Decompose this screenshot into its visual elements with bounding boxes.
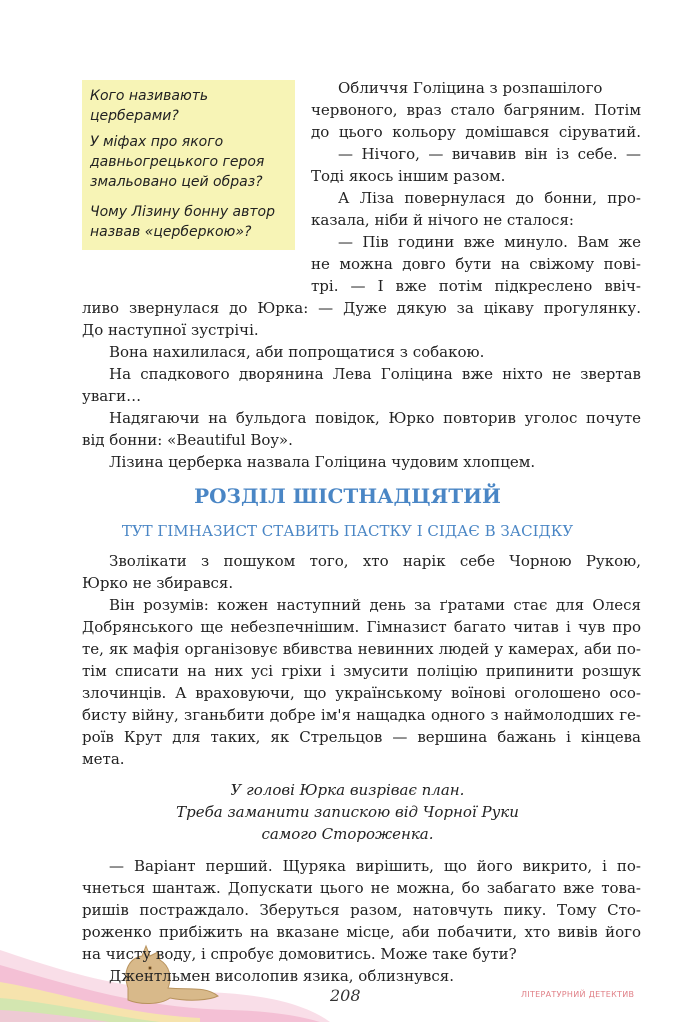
sidebar-question-2-line-3: змальовано цей образ? [90, 174, 263, 190]
text-line: Юрко не збирався. [82, 574, 234, 592]
text-line: Добрянського ще небезпечнішим. Гімназист багато читав і чув про [82, 618, 641, 636]
text-line: тім списати на них усі гріхи і змусити поліцію припинити розшук [82, 662, 641, 680]
text-line: ришів постраждало. Зберуться разом, натовчуть пику. Тому Сто- [82, 901, 641, 919]
plan-line-3: самого Стороженка. [261, 825, 434, 843]
text-line: на чисту воду, і спробує домовитись. Може таке бути? [82, 945, 517, 963]
text-line: Джентльмен висолопив язика, облизнувся. [109, 967, 454, 985]
text-line: Він розумів: кожен наступний день за ґратами стає для Олеся [109, 596, 641, 614]
plan-line-1: У голові Юрка визріває план. [230, 781, 465, 799]
text-line: — Варіант перший. Щуряка вирішить, що його викрито, і по- [109, 857, 641, 875]
text-line: трі. — І вже потім підкреслено ввіч- [311, 277, 641, 295]
text-line: До наступної зустрічі. [82, 321, 259, 339]
text-line: до цього кольору домішався сіруватий. [311, 123, 641, 141]
sidebar-question-2-line-1: У міфах про якого [90, 134, 224, 150]
text-line: те, як мафія організовує вбивства невинних людей у камерах, аби по- [82, 640, 641, 658]
sidebar-question-1-line-2: церберами? [90, 108, 179, 124]
text-line: Лізина церберка назвала Голіцина чудовим хлопцем. [109, 453, 536, 471]
text-line: мета. [82, 750, 125, 768]
chapter-title: РОЗДІЛ ШІСТНАДЦЯТИЙ [194, 484, 501, 508]
sidebar-question-3-line-2: назвав «церберкою»? [90, 224, 252, 240]
text-line: не можна довго бути на свіжому пові- [311, 255, 641, 273]
page-number: 208 [330, 986, 361, 1005]
text-line: від бонни: «Beautiful Boy». [82, 431, 293, 449]
text-line: А Ліза повернулася до бонни, про- [338, 189, 641, 207]
text-line: Тоді якось іншим разом. [311, 167, 506, 185]
chapter-subtitle: ТУТ ГІМНАЗИСТ СТАВИТЬ ПАСТКУ І СІДАЄ В ЗАСІДКУ [121, 522, 574, 540]
text-line: Надягаючи на бульдога повідок, Юрко повторив уголос почуте [109, 409, 641, 427]
footer-section-label: ЛІТЕРАТУРНИЙ ДЕТЕКТИВ [521, 990, 635, 999]
sidebar-question-2-line-2: давньогрецького героя [90, 154, 265, 170]
text-line: казала, ніби й нічого не сталося: [311, 211, 574, 229]
text-line: ливо звернулася до Юрка: — Дуже дякую за цікаву прогулянку. [82, 299, 641, 317]
text-line: Обличчя Голіцина з розпашілого [338, 79, 603, 97]
text-line: роженко прибіжить на вказане місце, аби побачити, хто вивів його [82, 923, 641, 941]
sidebar-question-1-line-1: Кого називають [90, 88, 209, 104]
text-line: Зволікати з пошуком того, хто нарік себе Чорною Рукою, [109, 552, 641, 570]
text-line: Вона нахилилася, аби попрощатися з собакою. [109, 343, 485, 361]
text-line: роїв Крут для таких, як Стрельцов — вершина бажань і кінцева [82, 728, 641, 746]
text-line: злочинців. А враховуючи, що українському воїнові оголошено осо- [82, 684, 641, 702]
text-line: На спадкового дворянина Лева Голіцина вже ніхто не звертав [109, 365, 641, 383]
sidebar-question-3-line-1: Чому Лізину бонну автор [90, 204, 275, 220]
text-line: уваги… [82, 387, 142, 405]
plan-line-2: Треба заманити запискою від Чорної Руки [176, 803, 519, 821]
text-line: чнеться шантаж. Допускати цього не можна, бо забагато вже това- [82, 879, 641, 897]
text-line: — Нічого, — вичавив він із себе. — [338, 145, 641, 163]
text-line: червоного, враз стало багряним. Потім [311, 101, 641, 119]
text-line: — Пів години вже минуло. Вам же [338, 233, 641, 251]
text-line: бисту війну, зганьбити добре ім'я нащадка одного з наймолодших ге- [82, 706, 641, 724]
